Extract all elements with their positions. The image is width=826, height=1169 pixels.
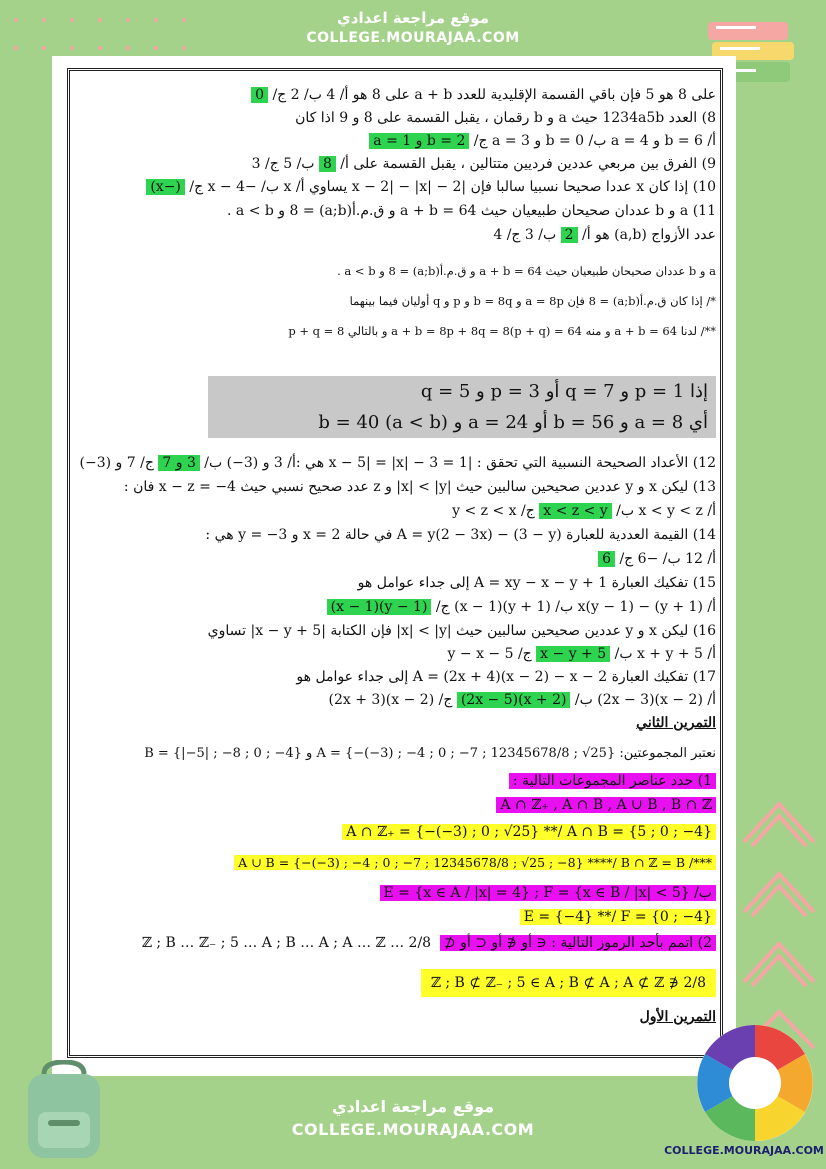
answer-highlight: (−x) [146, 179, 185, 195]
q15-line: 15) تفكيك العبارة A = xy − x − y + 1 إلى جداء عوامل هو [357, 575, 716, 591]
q16-line: 16) ليكن x و y عددين صحيحين سالبين حيث |x| < |y| فإن الكتابة |x − y + 5| تساوي [207, 623, 716, 639]
answer-highlight: x − y + 5 [536, 646, 610, 662]
answer-highlight: b = 2 و a = 1 [369, 133, 469, 149]
q14-choices: أ/ 12 ب/ −6 ج/ 6 [76, 548, 716, 570]
answer-highlight: (x + 2)(2x − 5) [457, 692, 571, 708]
q13-line: 13) ليكن x و y عددين صحيحين سالبين حيث |x| < |y| و z عدد صحيح نسبي حيث x − z = −4 فان : [123, 479, 716, 495]
solution-box [208, 376, 716, 438]
site-name-ar: موقع مراجعة اعدادي [337, 9, 489, 27]
ex2-answer-1: A ∩ ℤ₊ = {−(−3) ; 0 ; √25} **/ A ∩ B = {5 ; 0 ; −4} [76, 820, 716, 844]
q12-line: 12) الأعداد الصحيحة النسبية التي تحقق : |x − 5| = |x| − 3 = 1 هي :أ/ 3 و (3−) ب/ 3 و 7 ج/ 7 و (3−) [79, 455, 716, 471]
q17-choices: أ/ (x − 2)(2x − 3) ب/ (x + 2)(2x − 5) ج/ (x − 2)(2x + 3) [328, 692, 716, 708]
answer-highlight: 2 [561, 227, 578, 243]
site-logo-icon [694, 1022, 816, 1144]
q7-line: على 8 هو 5 فإن باقي القسمة الإقليدية للعدد a + b على 8 هو أ/ 4 ب/ 2 ج/ 0 [76, 84, 716, 106]
solution-line-1: a و b عددان صحيحان طبيعيان حيث a + b = 64 و ق.م.أ(a;b) = 8 و a < b . [337, 264, 716, 278]
answer-highlight: 3 و 7 [158, 455, 200, 471]
backpack-icon [14, 1060, 114, 1160]
header-banner [262, 0, 564, 60]
ex2-q1: 1) حدد عناصر المجموعات التالية : [76, 770, 716, 792]
q11-choices: عدد الأزواج (a,b) هو أ/ 2 ب/ 3 ج/ 4 [493, 227, 716, 243]
ex2-q1b: ب/ E = {x ∈ A / |x| = 4} ; F = {x ∈ B / |x| < 5} [76, 882, 716, 904]
q13-choices: أ/ x < y < z ب/ x < z < y ج/ y < z < x [452, 503, 716, 519]
q9-line: 9) الفرق بين مربعي عددين فرديين متتالين ، يقبل القسمة على أ/ 8 ب/ 5 ج/ 3 [251, 156, 716, 172]
q8-choices: أ/ b = 6 و a = 4 ب/ b = 0 و a = 3 ج/ b = 2 و a = 1 [76, 130, 716, 152]
exercise-2-title: التمرين الثاني [636, 715, 716, 731]
q11-line: 11) a و b عددان صحيحان طبيعيان حيث a + b = 64 و ق.م.أ(a;b) = 8 و a < b . [226, 203, 716, 219]
answer-highlight: x < z < y [539, 503, 611, 519]
document-content [76, 76, 716, 1046]
ex2-q1-list: A ∩ ℤ₊ , A ∩ B , A ∪ B , B ∩ ℤ [76, 794, 716, 816]
exercise-1-title: التمرين الأول [639, 1009, 716, 1025]
footer-site-name: موقع مراجعة اعدادي [331, 1097, 495, 1116]
ex2-answer-4: 2/8 ∉ ℤ ; B ⊄ ℤ₋ ; 5 ∈ A ; B ⊄ A ; A ⊄ ℤ [76, 966, 716, 1000]
q16-choices: أ/ x + y + 5 ب/ x − y + 5 ج/ y − x − 5 [447, 646, 716, 662]
ex2-q2: 2) اتمم بأحد الرموز التالية : ∈ أو ∉ أو ⊂ أو ⊄ 2/8 … ℤ ; B … ℤ₋ ; 5 … A ; B … A ; A … ℤ [76, 932, 716, 954]
site-url[interactable]: COLLEGE.MOURAJAA.COM [306, 30, 520, 46]
answer-highlight: 8 [319, 156, 336, 172]
ex2-sets-line: نعتبر المجموعتين: A = {−(−3) ; −4 ; 0 ; −7 ; 12345678/8 ; √25} و B = {|−5| ; −8 ; 0 ; −4} [144, 746, 716, 761]
q8-line: 8) العدد 1234a5b حيث a و b رقمان ، يقبل القسمة على 8 و 9 اذا كان [295, 110, 716, 126]
q15-choices: أ/ x(y − 1) − (y + 1) ب/ (y + 1)(x − 1) ج/ (y − 1)(x − 1) [76, 596, 716, 618]
q17-line: 17) تفكيك العبارة A = (2x + 4)(x − 2) − x − 2 إلى جداء عوامل هو [296, 669, 716, 685]
answer-highlight: 0 [251, 87, 268, 103]
footer-banner [262, 1080, 564, 1169]
answer-highlight: (y − 1)(x − 1) [327, 599, 432, 615]
chevron-up-icon [736, 790, 822, 1050]
ex2-answer-2: ***/ A ∪ B = {−(−3) ; −4 ; 0 ; −7 ; 12345678/8 ; √25 ; −8} ****/ B ∩ ℤ = B [76, 848, 716, 878]
solution-box-line-1: إذا p = 1 و q = 7 أو p = 3 و q = 5 [420, 381, 708, 402]
solution-box-line-2: أي a = 8 و b = 56 أو a = 24 و b = 40 (a < b) [318, 412, 708, 433]
answer-highlight: 6 [598, 551, 615, 567]
logo-url[interactable]: COLLEGE.MOURAJAA.COM [664, 1144, 824, 1157]
solution-line-2: */ إذا كان ق.م.أ(a;b) = 8 فإن a = 8p و b = 8q و p و q أوليان فيما بينهما [349, 294, 716, 308]
q14-line: 14) القيمة العددية للعبارة A = y(2 − 3x) − (3 − y) في حالة x = 2 و y = −3 هي : [205, 527, 716, 543]
footer-site-url[interactable]: COLLEGE.MOURAJAA.COM [291, 1120, 535, 1139]
decorative-dots [0, 0, 220, 60]
ex2-answer-3: E = {−4} **/ F = {0 ; −4} [76, 906, 716, 928]
q10-line: 10) إذا كان x عددا صحيحا نسبيا سالبا فإن |x − 2| − |x| − 2 يساوي أ/ x ب/ −x − 4 ج/ (−x) [76, 176, 716, 198]
solution-line-3: **/ لدنا a + b = 64 و منه a + b = 8p + 8q = 8(p + q) = 64 و بالتالي p + q = 8 [288, 324, 716, 338]
